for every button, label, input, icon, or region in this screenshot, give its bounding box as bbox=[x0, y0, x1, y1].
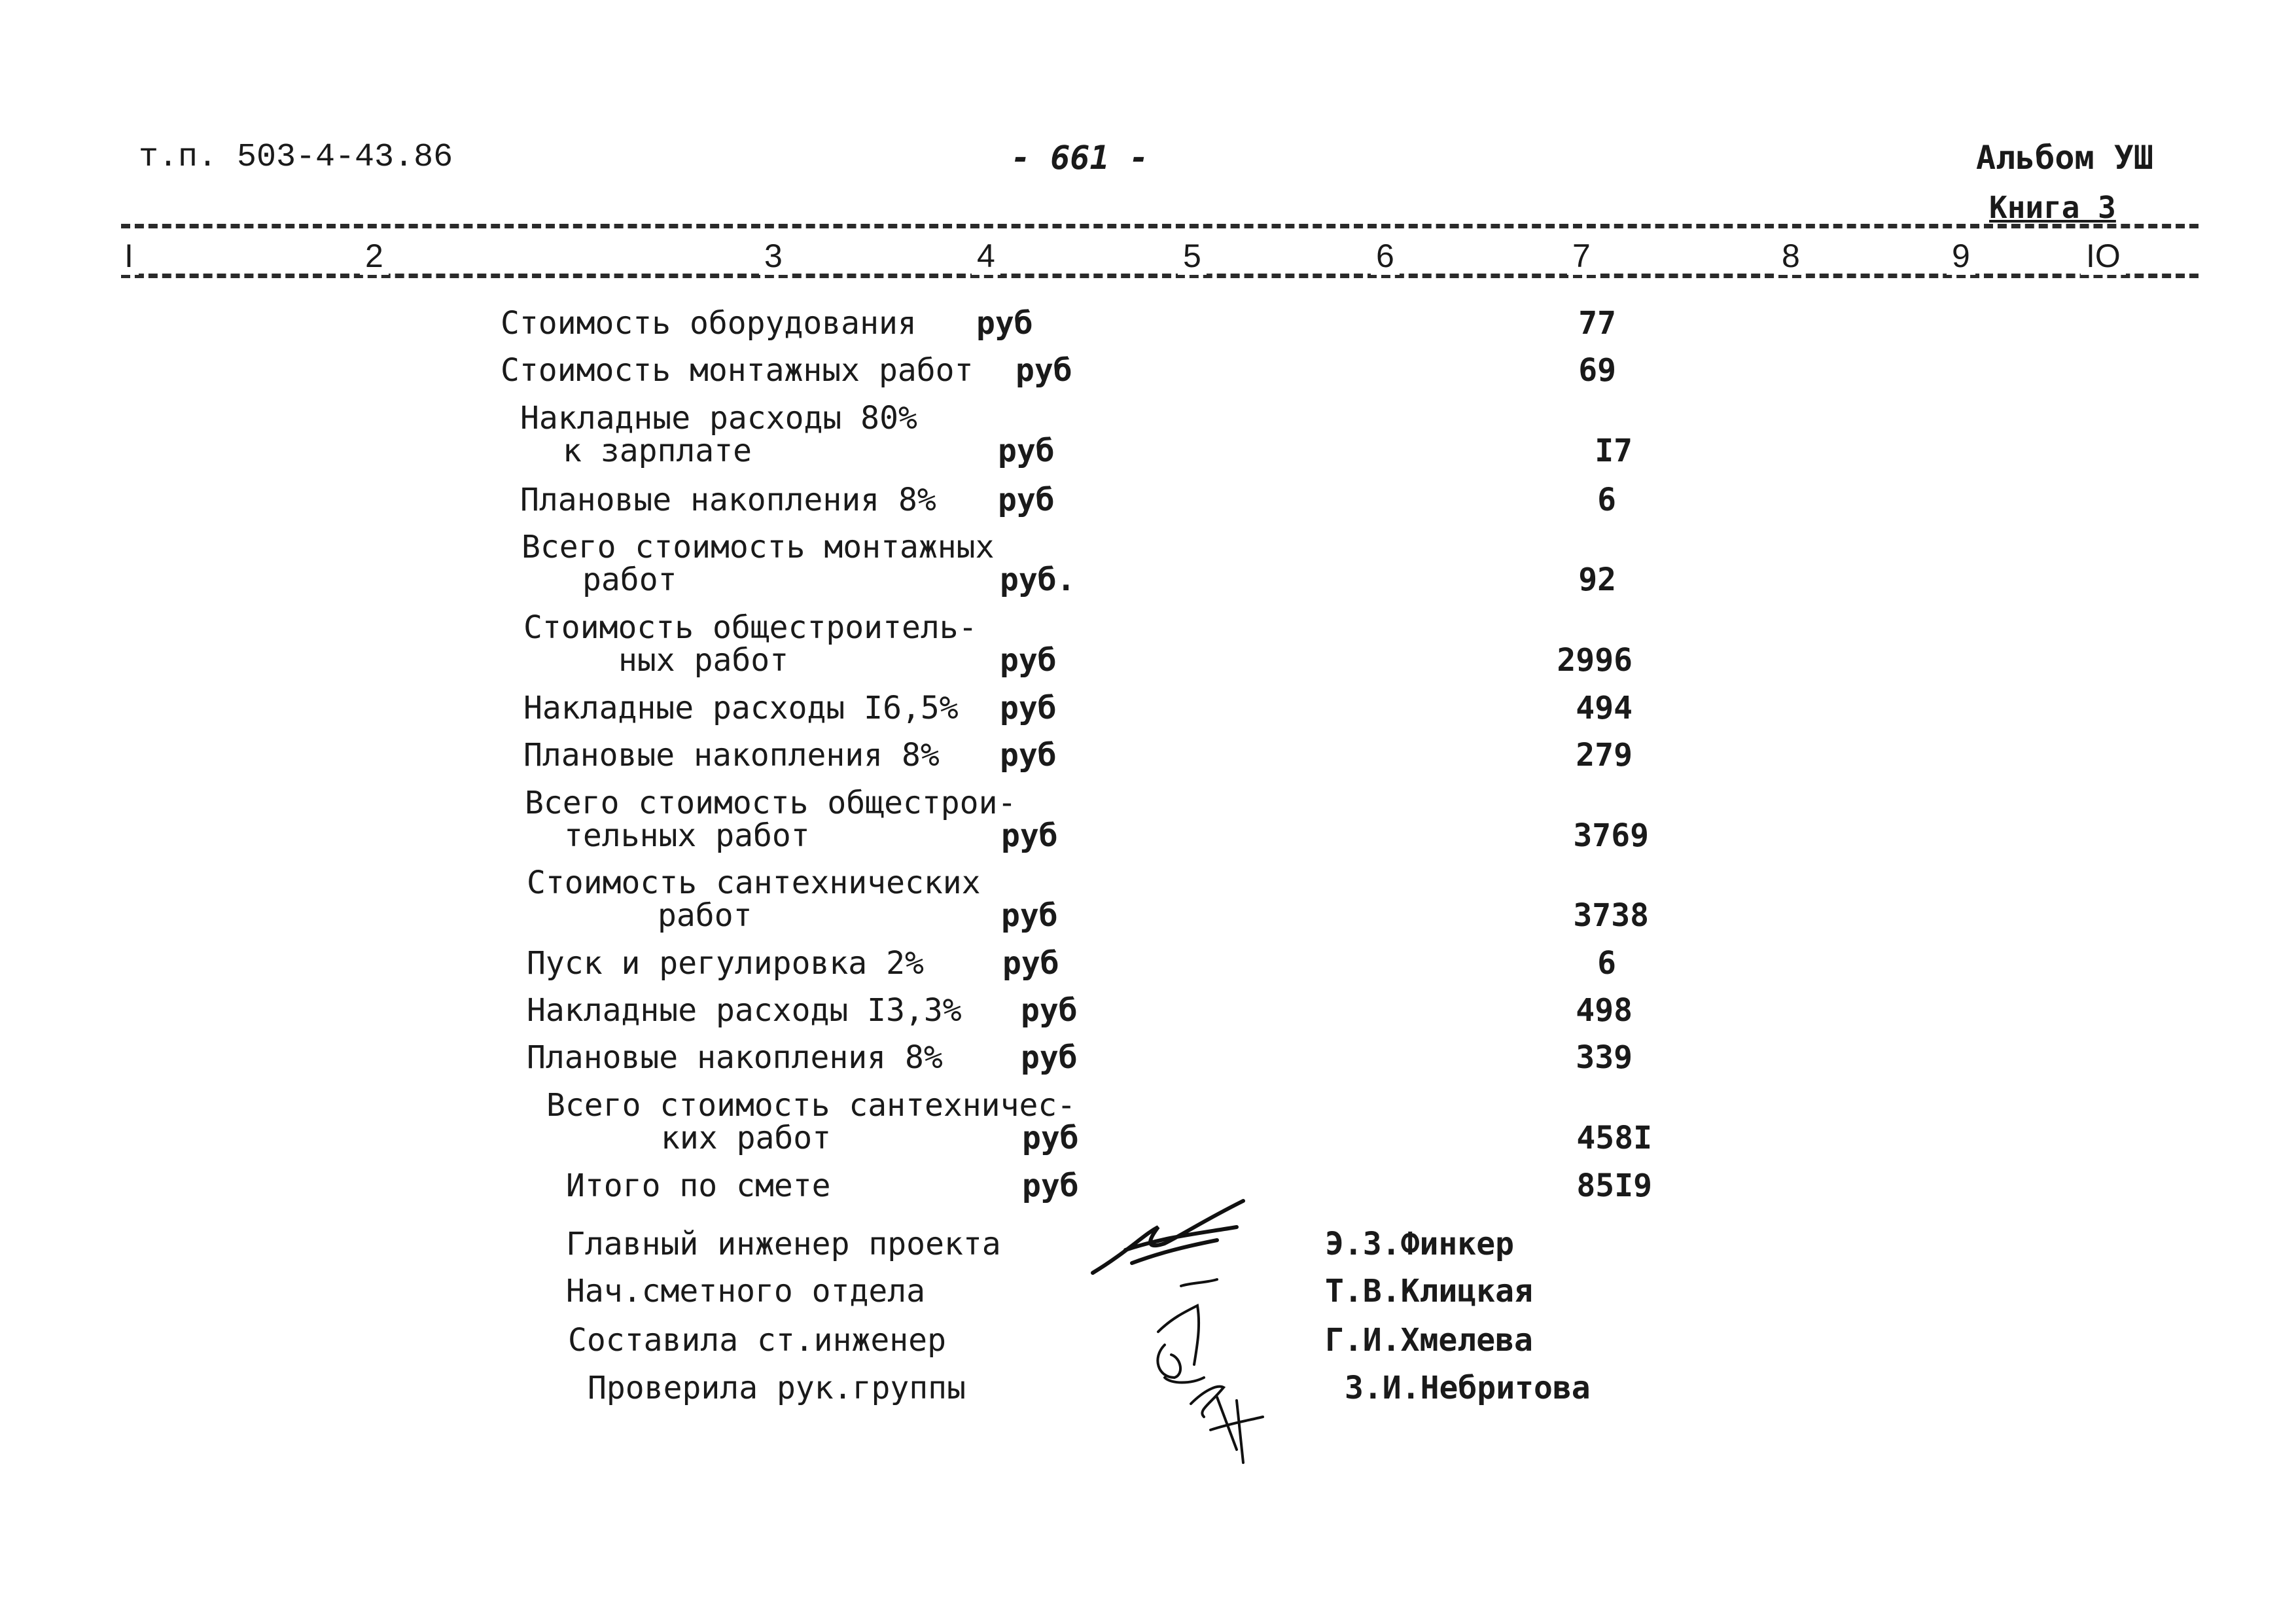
handwritten-signature bbox=[1086, 1188, 1282, 1286]
row-label: тельных работ bbox=[564, 817, 810, 854]
row-unit: руб bbox=[1000, 690, 1057, 726]
row-label: работ bbox=[582, 562, 677, 598]
row-unit: руб bbox=[1002, 945, 1059, 982]
row-value: 6 bbox=[1597, 482, 1616, 518]
signatory-name: Т.В.Клицкая bbox=[1325, 1273, 1533, 1310]
row-label: Всего стоимость сантехничес- bbox=[546, 1087, 1076, 1124]
row-label: ных работ bbox=[618, 642, 789, 679]
row-value: 92 bbox=[1578, 562, 1616, 598]
row-label: Плановые накопления 8% bbox=[527, 1039, 943, 1076]
row-label: к зарплате bbox=[563, 433, 752, 469]
column-rule bbox=[121, 274, 2199, 278]
column-number: 5 bbox=[1178, 237, 1207, 275]
column-number: 6 bbox=[1371, 237, 1400, 275]
album-label: Альбом УШ bbox=[1976, 139, 2153, 177]
row-value: 69 bbox=[1578, 352, 1616, 389]
column-number: 4 bbox=[972, 237, 1000, 275]
book-label: Книга 3 bbox=[1989, 190, 2116, 225]
column-number: 9 bbox=[1947, 237, 1975, 275]
column-number: IO bbox=[2081, 237, 2126, 275]
row-unit: руб bbox=[976, 305, 1033, 342]
row-label: Стоимость общестроитель- bbox=[523, 609, 978, 646]
row-value: 339 bbox=[1576, 1039, 1633, 1076]
row-unit: руб bbox=[1021, 992, 1078, 1029]
page-number: - 661 - bbox=[1011, 139, 1149, 177]
row-label: Стоимость сантехнических bbox=[527, 865, 981, 901]
row-value: 77 bbox=[1578, 305, 1616, 342]
column-number: 7 bbox=[1567, 237, 1596, 275]
signatory-role: Составила ст.инженер bbox=[568, 1322, 946, 1359]
signatory-role: Нач.сметного отдела bbox=[566, 1273, 926, 1310]
row-label: Пуск и регулировка 2% bbox=[527, 945, 924, 982]
row-label: Плановые накопления 8% bbox=[520, 482, 936, 518]
signatory-role: Главный инженер проекта bbox=[566, 1226, 1001, 1262]
row-unit: руб. bbox=[1000, 562, 1076, 598]
signatory-name: З.И.Небритова bbox=[1345, 1370, 1591, 1406]
project-code: т.п. 503-4-43.86 bbox=[139, 139, 453, 176]
row-unit: руб bbox=[1022, 1168, 1079, 1204]
row-label: Стоимость монтажных работ bbox=[501, 352, 974, 389]
row-label: ких работ bbox=[661, 1120, 832, 1156]
row-value: I7 bbox=[1595, 433, 1633, 469]
row-value: 2996 bbox=[1557, 642, 1633, 679]
column-number: I bbox=[119, 237, 139, 275]
row-label: Накладные расходы 80% bbox=[520, 400, 917, 437]
row-unit: руб bbox=[1001, 897, 1058, 934]
row-value: 458I bbox=[1576, 1120, 1652, 1156]
row-label: Накладные расходы I6,5% bbox=[523, 690, 959, 726]
row-unit: руб bbox=[1000, 737, 1057, 774]
handwritten-signature bbox=[1145, 1279, 1289, 1482]
row-label: Итого по смете bbox=[566, 1168, 831, 1204]
header-rule bbox=[121, 224, 2199, 228]
signatory-role: Проверила рук.группы bbox=[588, 1370, 966, 1406]
row-value: 6 bbox=[1597, 945, 1616, 982]
row-label: работ bbox=[658, 897, 752, 934]
row-value: 85I9 bbox=[1576, 1168, 1652, 1204]
row-value: 3769 bbox=[1573, 817, 1649, 854]
row-unit: руб bbox=[1016, 352, 1072, 389]
row-unit: руб bbox=[1022, 1120, 1079, 1156]
row-unit: руб bbox=[998, 433, 1055, 469]
row-unit: руб bbox=[1021, 1039, 1078, 1076]
row-value: 498 bbox=[1576, 992, 1633, 1029]
column-number: 2 bbox=[360, 237, 389, 275]
row-label: Всего стоимость общестрои- bbox=[525, 785, 1017, 821]
row-value: 3738 bbox=[1573, 897, 1649, 934]
row-label: Всего стоимость монтажных bbox=[521, 529, 995, 565]
signatory-name: Э.З.Финкер bbox=[1325, 1226, 1514, 1262]
column-number: 8 bbox=[1776, 237, 1805, 275]
column-number: 3 bbox=[759, 237, 788, 275]
row-value: 279 bbox=[1576, 737, 1633, 774]
row-label: Накладные расходы I3,3% bbox=[527, 992, 962, 1029]
row-value: 494 bbox=[1576, 690, 1633, 726]
row-unit: руб bbox=[1001, 817, 1058, 854]
signatory-name: Г.И.Хмелева bbox=[1325, 1322, 1533, 1359]
row-label: Стоимость оборудования bbox=[501, 305, 917, 342]
row-label: Плановые накопления 8% bbox=[523, 737, 940, 774]
row-unit: руб bbox=[998, 482, 1055, 518]
row-unit: руб bbox=[1000, 642, 1057, 679]
